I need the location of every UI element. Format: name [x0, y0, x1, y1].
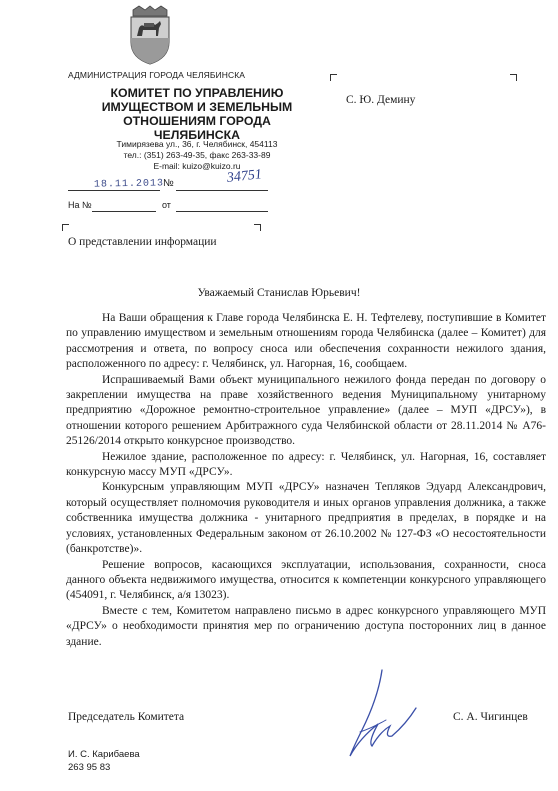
ref-date-underline — [176, 211, 268, 212]
letter-body — [66, 311, 546, 650]
ref-number-underline — [92, 211, 156, 212]
org-phone: тел.: (351) 263-49-35, факс 263-33-89 — [123, 150, 271, 160]
bracket-top-right — [510, 74, 517, 81]
org-address: Тимирязева ул., 36, г. Челябинск, 454113 — [116, 139, 278, 149]
executor-phone: 263 95 83 — [68, 762, 111, 773]
organization-name — [82, 86, 312, 142]
org-line-3: ОТНОШЕНИЯМ ГОРОДА ЧЕЛЯБИНСКА — [123, 114, 271, 142]
paragraph-4: Конкурсным управляющим МУП «ДРСУ» назначен Тепляков Эдуард Александрович, который осуществляет полномочия руководителя и иных органов управления должника, а также собственника имущества должника - унитарного предприятия в пределах, в порядке и на условиях, установленных Федеральным законом от 26.10.2002 № 127-ФЗ «О несостоятельности (банкротстве)». — [66, 481, 546, 556]
administration-name: АДМИНИСТРАЦИЯ ГОРОДА ЧЕЛЯБИНСКА — [68, 70, 246, 80]
paragraph-2: Испрашиваемый Вами объект муниципального нежилого фонда передан по договору о закреплении имущества на праве хозяйственного ведения Муниципальному унитарному предприятию «Дорожное ремонтно-строительное управление» (далее – МУП «ДРСУ»), в отношении которого решением Арбитражного суда Челябинской области от 28.11.2014 № А76-25126/2014 открыто конкурсное производство. — [66, 373, 546, 448]
signatory-name: С. А. Чигинцев — [453, 711, 528, 723]
executor-name: И. С. Карибаева — [68, 749, 140, 760]
paragraph-1: На Ваши обращения к Главе города Челябинска Е. Н. Тефтелеву, поступившие в Комитет по управлению имуществом и земельным отношениям города Челябинска (далее – Комитет) для рассмотрения и ответа, по вопросу сноса или обеспечения сохранности нежилого здания, расположенного по адресу: г. Челябинск, ул. Нагорная, 16, сообщаем. — [66, 312, 546, 371]
paragraph-5: Решение вопросов, касающихся эксплуатации, использования, сохранности, сноса данного объекта недвижимого имущества, относится к компетенции конкурсного управляющего (454091, г. Челябинск, а/я 13023). — [66, 558, 546, 602]
paragraph-3: Нежилое здание, расположенное по адресу: г. Челябинск, ул. Нагорная, 16, составляет конкурсную массу МУП «ДРСУ». — [66, 450, 546, 479]
coat-of-arms-icon — [125, 4, 175, 66]
handwritten-signature — [320, 668, 430, 768]
number-sign: № — [163, 178, 174, 189]
bracket-top-left — [330, 74, 337, 81]
paragraph-6: Вместе с тем, Комитетом направлено письмо в адрес конкурсного управляющего МУП «ДРСУ» о необходимости принятия мер по ограничению доступа посторонних лиц в данное здание. — [66, 604, 546, 648]
ref-prefix: На № — [68, 200, 92, 210]
subject-bracket-left — [62, 224, 69, 231]
org-email: E-mail: kuizo@kuizo.ru — [153, 161, 241, 171]
date-stamp: 18.11.2013 — [93, 178, 165, 191]
subject-bracket-right — [254, 224, 261, 231]
greeting: Уважаемый Станислав Юрьевич! — [197, 287, 361, 299]
letter-subject: О представлении информации — [68, 236, 217, 248]
number-underline — [176, 190, 268, 191]
ref-from: от — [162, 200, 171, 210]
signatory-position: Председатель Комитета — [68, 711, 185, 723]
registration-number: 34751 — [226, 167, 263, 186]
org-line-2: ИМУЩЕСТВОМ И ЗЕМЕЛЬНЫМ — [101, 100, 293, 114]
org-line-1: КОМИТЕТ ПО УПРАВЛЕНИЮ — [110, 86, 284, 100]
recipient: С. Ю. Демину — [346, 94, 416, 106]
